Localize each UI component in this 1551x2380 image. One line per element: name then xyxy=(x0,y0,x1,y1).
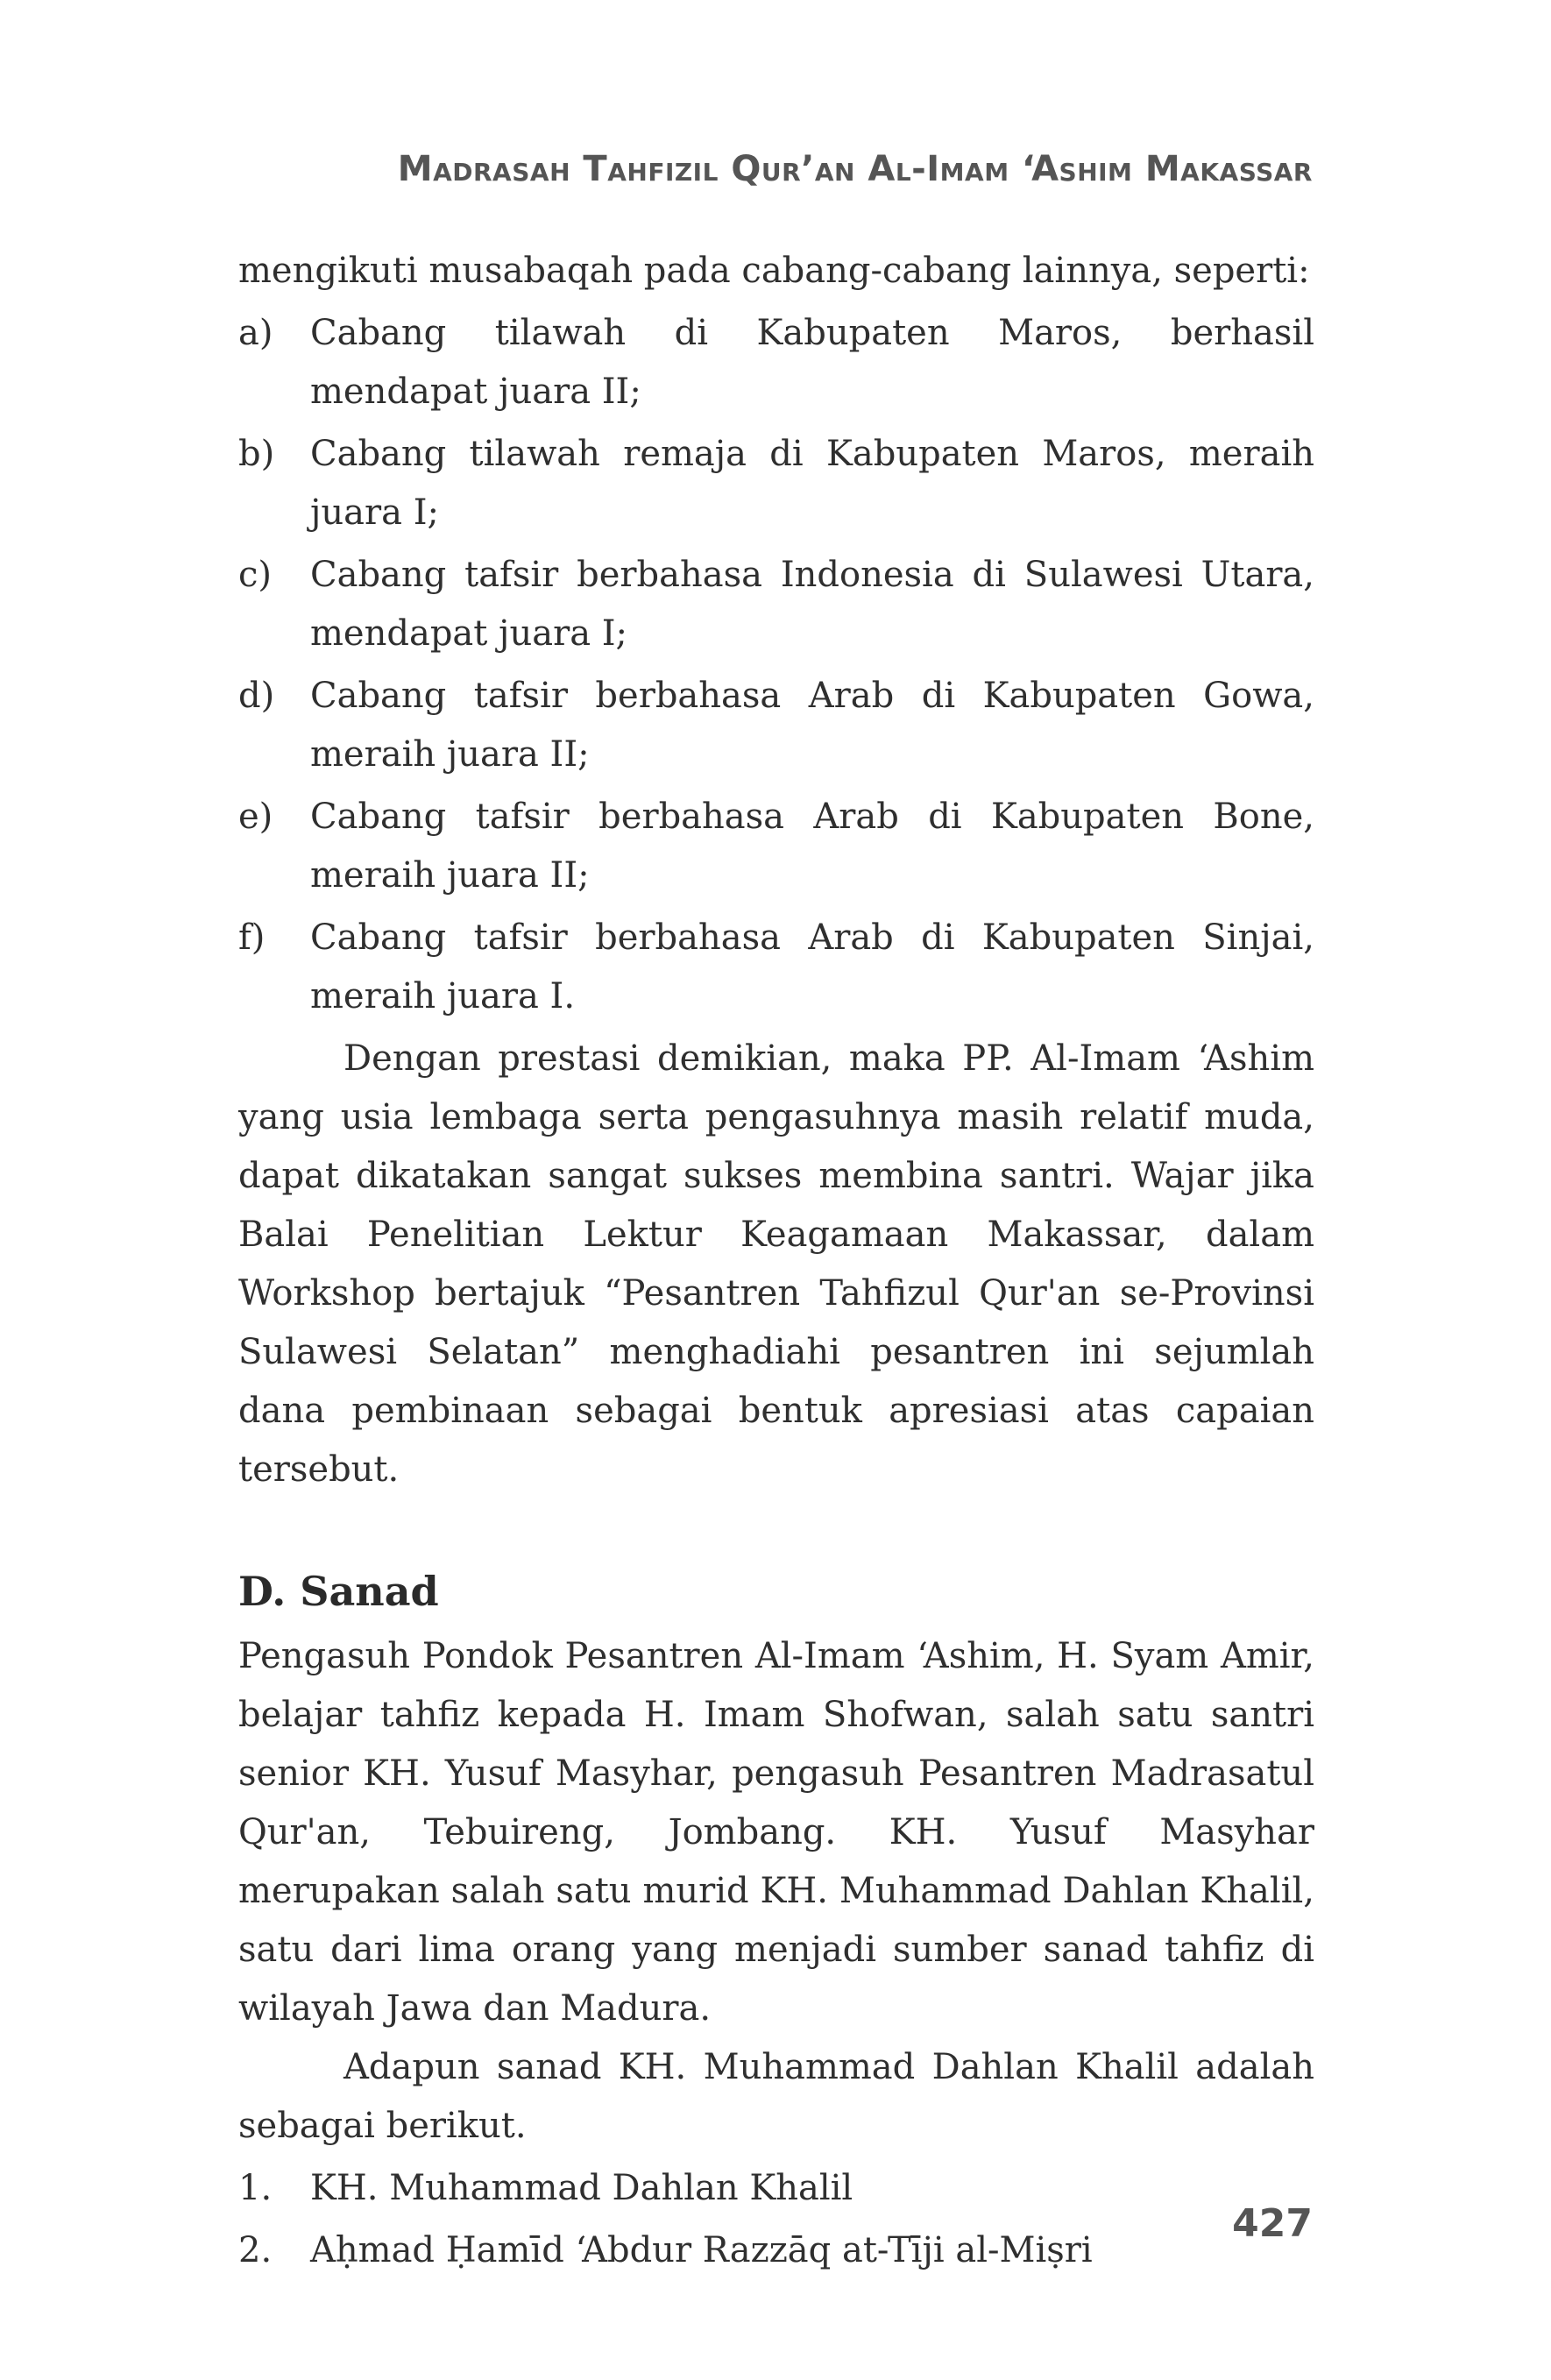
intro-line: mengikuti musabaqah pada cabang-cabang lainnya, seperti: xyxy=(238,251,1310,291)
list-marker: c) xyxy=(238,555,273,595)
list-item-text: KH. Muhammad Dahlan Khalil xyxy=(310,2168,853,2208)
prestasi-paragraph: Dengan prestasi demikian, maka PP. Al-Imam ‘Ashim yang usia lembaga serta pengasuhnya masih relatif muda, dapat dikatakan sangat sukses membina santri. Wajar jika Balai Penelitian Lektur Keagamaan Makassar, dalam Workshop bertajuk “Pesantren Tahfizul Qur'an se-Provinsi Sulawesi Selatan” menghadiahi pesantren ini sejumlah dana pembinaan sebagai bentuk apresiasi atas capaian tersebut. xyxy=(238,1038,1314,1490)
list-item-text: Cabang tafsir berbahasa Arab di Kabupaten Bone, meraih juara II; xyxy=(310,797,1314,896)
list-item-text: Aḥmad Ḥamīd ‘Abdur Razzāq at-Tīji al-Miṣri xyxy=(310,2230,1093,2270)
list-item xyxy=(238,909,1314,1026)
list-item xyxy=(238,425,1314,542)
list-marker: e) xyxy=(238,797,273,837)
list-marker: f) xyxy=(238,917,266,958)
list-marker: 2. xyxy=(238,2230,273,2270)
list-item-text: Cabang tilawah remaja di Kabupaten Maros, meraih juara I; xyxy=(310,434,1314,533)
list-item xyxy=(238,2221,1314,2280)
sanad-paragraph: Pengasuh Pondok Pesantren Al-Imam ‘Ashim, H. Syam Amir, belajar tahfiz kepada H. Imam Shofwan, salah satu santri senior KH. Yusuf Masyhar, pengasuh Pesantren Madrasatul Qur'an, Tebuireng, Jombang. KH. Yusuf Masyhar merupakan salah satu murid KH. Muhammad Dahlan Khalil, satu dari lima orang yang menjadi sumber sanad tahfiz di wilayah Jawa dan Madura. xyxy=(238,1636,1314,2029)
list-item xyxy=(238,667,1314,784)
list-marker: 1. xyxy=(238,2168,273,2208)
list-item-text: Cabang tilawah di Kabupaten Maros, berhasil mendapat juara II; xyxy=(310,313,1314,412)
list-marker: a) xyxy=(238,313,273,353)
list-item xyxy=(238,788,1314,905)
sanad-intro-paragraph: Adapun sanad KH. Muhammad Dahlan Khalil adalah sebagai berikut. xyxy=(238,2047,1314,2146)
list-item-text: Cabang tafsir berbahasa Arab di Kabupaten Gowa, meraih juara II; xyxy=(310,676,1314,775)
page-number: 427 xyxy=(1232,2201,1313,2246)
page-body xyxy=(238,242,1314,2284)
running-header: Madrasah Tahfizil Qur’an Al-Imam ‘Ashim Makassar xyxy=(397,149,1313,189)
list-marker: d) xyxy=(238,676,275,716)
list-item xyxy=(238,2159,1314,2218)
list-marker: b) xyxy=(238,434,275,474)
list-item xyxy=(238,304,1314,421)
list-item-text: Cabang tafsir berbahasa Arab di Kabupaten Sinjai, meraih juara I. xyxy=(310,917,1314,1016)
list-item xyxy=(238,546,1314,663)
list-item-text: Cabang tafsir berbahasa Indonesia di Sulawesi Utara, mendapat juara I; xyxy=(310,555,1314,654)
achievement-list xyxy=(238,304,1314,1026)
sanad-list xyxy=(238,2159,1314,2280)
section-heading: D. Sanad xyxy=(238,1568,439,1615)
